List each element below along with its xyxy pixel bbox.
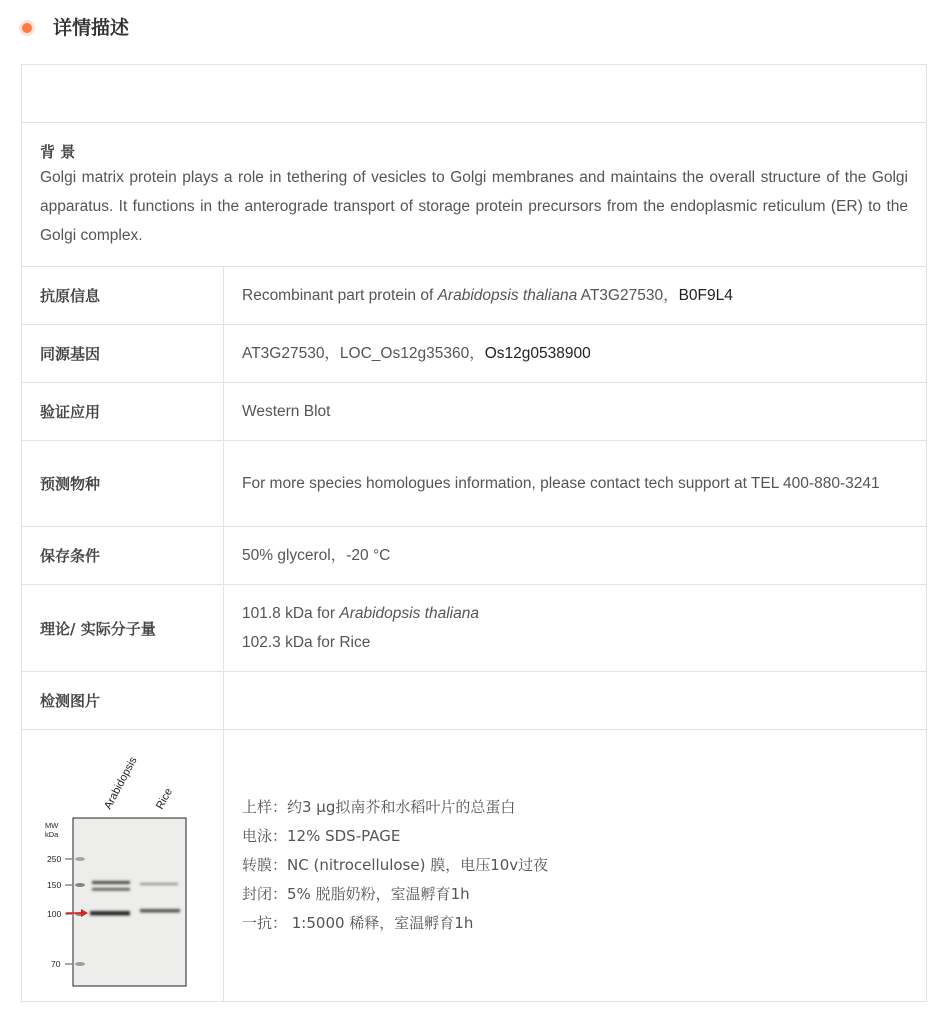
storage-value: 50% glycerol，-20 °C [242,547,391,564]
condition-loading: 上样：约3 μg拟南芥和水稻叶片的总蛋白 [242,798,516,816]
species-label: 预测物种 [22,441,224,526]
mw-label: 理论/ 实际分子量 [22,585,224,671]
mw-header: MW [45,821,59,830]
marker-150: 150 [47,880,62,890]
band-rice-upper [140,883,178,885]
marker-100: 100 [47,909,62,919]
homolog-value: AT3G27530，LOC_Os12g35360，Os12g0538900 [242,345,591,362]
antigen-row [22,267,926,325]
mw-value: 101.8 kDa for Arabidopsis thaliana 102.3 kDa for Rice [242,605,479,651]
background-text: Golgi matrix protein plays a role in tethering of vesicles to Golgi membranes and maintains the overall structure of the Golgi apparatus. It functions in the anterograde transport of storage protein precursors from the endoplasmic reticulum (ER) to the Golgi complex. [40,169,908,244]
lane-label-rice: Rice [154,786,175,812]
lane-label-arabidopsis: Arabidopsis [102,755,140,812]
homolog-row [22,325,926,383]
antigen-label: 抗原信息 [22,267,224,324]
conditions-list [224,730,926,1001]
empty-row [22,65,926,123]
section-header [0,0,948,58]
western-blot-image [22,730,224,1001]
uniprot-id: B0F9L4 [678,287,733,304]
section-title: 详情描述 [53,17,130,39]
storage-row [22,527,926,585]
condition-transfer: 转膜：NC (nitrocellulose) 膜，电压10v过夜 [242,856,549,874]
band-arabidopsis-upper1 [92,881,130,884]
background-row [22,123,926,267]
band-arabidopsis-upper2 [92,888,130,891]
condition-electrophoresis: 电泳：12% SDS-PAGE [242,827,401,845]
background-title: 背 景 [40,143,76,161]
blot-membrane [73,818,186,986]
application-row [22,383,926,441]
marker-70: 70 [51,959,61,969]
species-row [22,441,926,527]
image-label: 检测图片 [22,672,224,729]
band-arabidopsis-main [90,911,130,916]
marker-250: 250 [47,854,62,864]
section-bullet-icon [22,23,32,33]
mw-row [22,585,926,672]
antigen-value: Recombinant part protein of Arabidopsis thaliana AT3G27530，B0F9L4 [242,287,733,304]
application-label: 验证应用 [22,383,224,440]
storage-label: 保存条件 [22,527,224,584]
blot-row [22,730,926,1001]
band-rice-main [140,909,180,913]
species-value: For more species homologues information, please contact tech support at TEL 400-880-3241 [242,475,880,492]
application-value: Western Blot [242,403,331,420]
homolog-label: 同源基因 [22,325,224,382]
condition-primary-antibody: 一抗： 1:5000 稀释，室温孵育1h [242,914,474,932]
condition-blocking: 封闭：5% 脱脂奶粉，室温孵育1h [242,885,470,903]
detail-table [21,64,927,1002]
kda-header: kDa [45,830,59,839]
image-row [22,672,926,730]
